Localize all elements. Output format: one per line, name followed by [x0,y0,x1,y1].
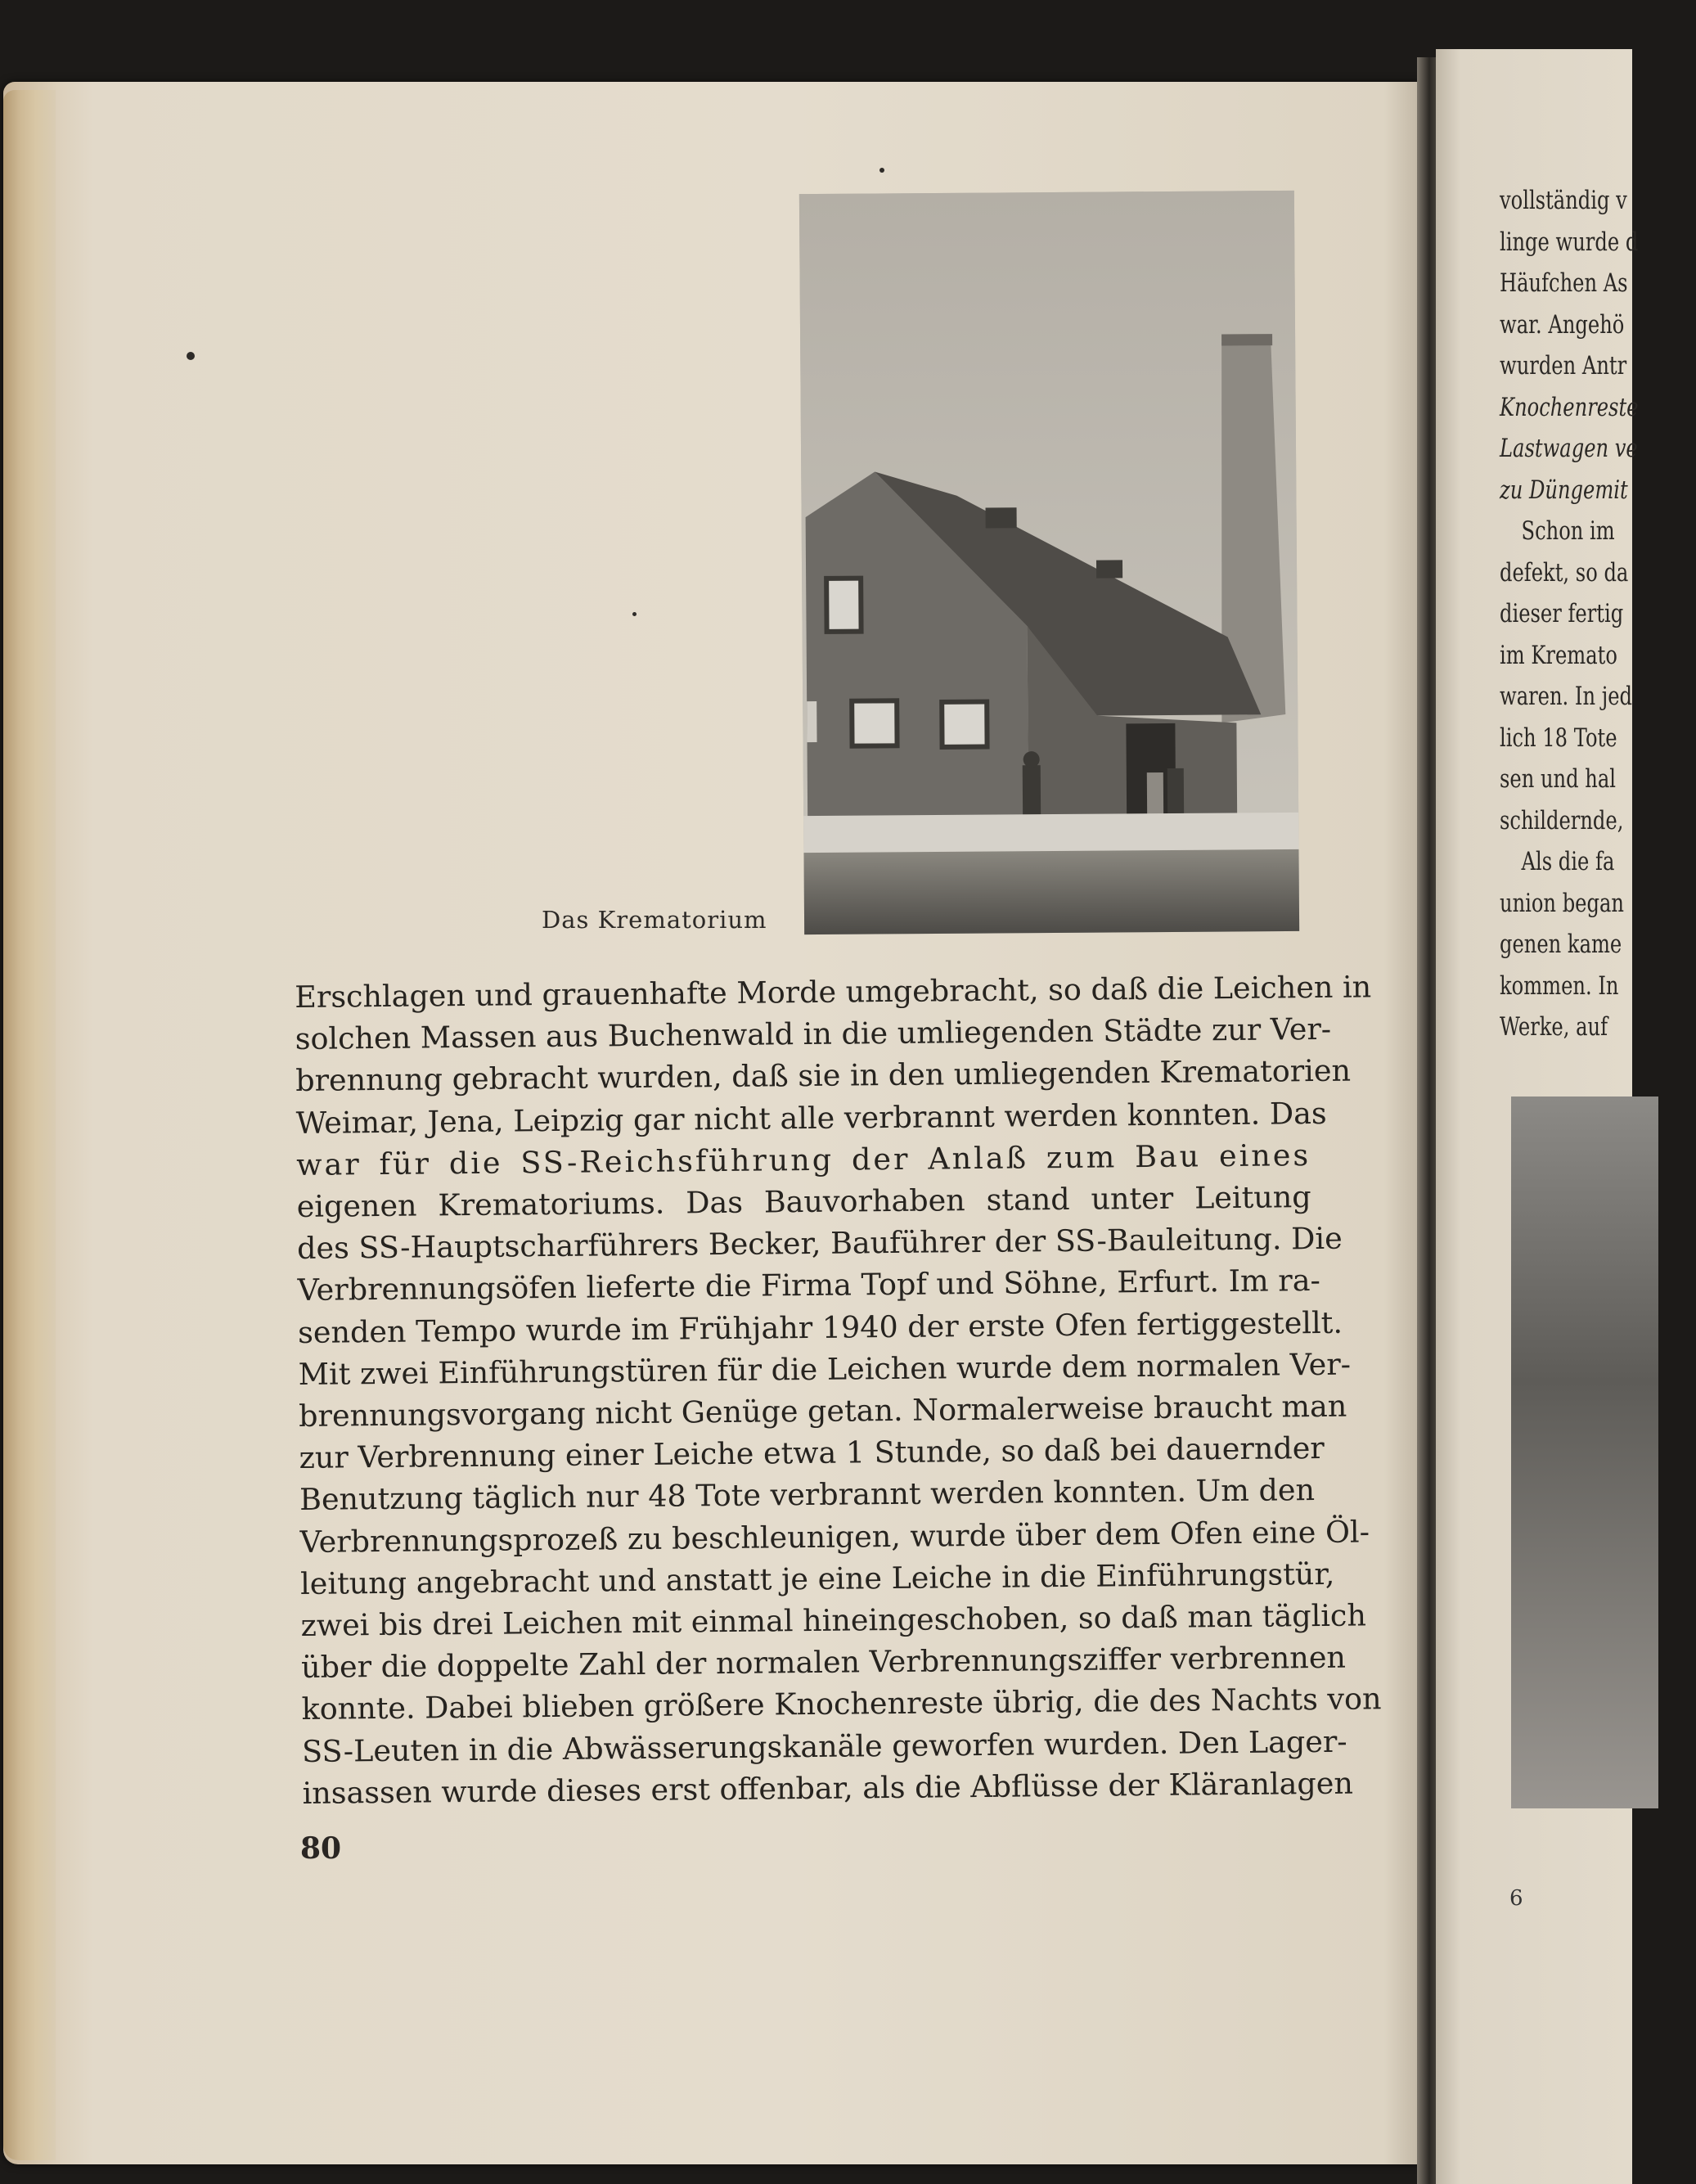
text-line: senden Tempo wurde im Frühjahr 1940 der erste Ofen fertiggestellt. [297,1304,1343,1350]
right-page-photo [1511,1097,1658,1808]
right-line: war. Angehö [1500,309,1625,340]
right-page-number: 6 [1509,1886,1523,1911]
text-line: zur Verbrennung einer Leiche etwa 1 Stunde, so daß bei dauernder [299,1430,1325,1476]
photo-caption: Das Krematorium [542,906,767,934]
page-number: 80 [300,1831,342,1866]
right-page [1436,49,1639,2184]
right-line: sen und hal [1500,764,1617,794]
right-line: Häufchen As [1500,268,1628,298]
text-line: Verbrennungsöfen lieferte die Firma Topf und Söhne, Erfurt. Im ra- [297,1263,1321,1308]
right-line: Lastwagen ve [1500,434,1638,463]
right-line: kommen. In [1500,970,1619,1001]
text-line: war für die SS-Reichsführung der Anlaß zum Bau eines [296,1137,1311,1182]
text-line: Weimar, Jena, Leipzig gar nicht alle verbrannt werden konnten. Das [295,1095,1327,1141]
text-line: leitung angebracht und anstatt je eine Leiche in die Einführungstür, [299,1556,1335,1601]
text-line: Verbrennungsprozeß zu beschleunigen, wurde über dem Ofen eine Öl- [299,1514,1370,1560]
right-line: linge wurde d [1500,227,1639,257]
right-line: Als die fa [1521,847,1615,876]
right-line: zu Düngemit [1500,475,1628,505]
text-line: solchen Massen aus Buchenwald in die umliegenden Städte zur Ver- [295,1011,1332,1057]
crematorium-photo [799,191,1299,934]
right-line: dieser fertig [1500,599,1624,628]
text-line: konnte. Dabei blieben größere Knochenreste übrig, die des Nachts von [301,1681,1382,1727]
right-line: im Kremato [1500,640,1617,670]
right-line: wurden Antr [1500,351,1627,381]
text-line: insassen wurde dieses erst offenbar, als die Abflüsse der Kläranlagen [302,1765,1354,1811]
text-line: zwei bis drei Leichen mit einmal hineingeschoben, so daß man täglich [300,1597,1367,1644]
right-line: genen kame [1500,930,1622,959]
right-line: Werke, auf [1500,1012,1608,1042]
right-line: Knochenreste [1500,392,1639,422]
text-line: brennungsvorgang nicht Genüge getan. Normalerweise braucht man [298,1388,1347,1434]
right-page-text [1500,180,1696,1048]
right-line: waren. In jed [1500,682,1633,711]
paper-speck [187,352,195,360]
right-line: union began [1500,888,1624,918]
text-line: über die doppelte Zahl der normalen Verbrennungsziffer verbrennen [300,1639,1347,1686]
right-line: vollständig v [1500,186,1627,215]
right-line: schildernde, [1500,805,1624,835]
right-line: lich 18 Tote [1500,723,1617,753]
text-line: Mit zwei Einführungstüren für die Leichen wurde dem normalen Ver- [298,1346,1352,1392]
paper-speck [879,168,884,173]
left-page-edge [3,90,56,2160]
text-line: des SS-Hauptscharführers Becker, Bauführer der SS-Bauleitung. Die [296,1220,1343,1267]
text-line: brennung gebracht wurden, daß sie in den umliegenden Krematorien [295,1053,1352,1099]
right-line: defekt, so da [1500,557,1629,588]
text-line: Benutzung täglich nur 48 Tote verbrannt werden konnten. Um den [299,1472,1316,1518]
text-line: Erschlagen und grauenhafte Morde umgebracht, so daß die Leichen in [295,969,1372,1015]
paper-speck [632,612,637,616]
text-line: SS-Leuten in die Abwässerungskanäle geworfen wurden. Den Lager- [301,1723,1347,1769]
body-text [295,966,1382,1814]
right-line: Schon im [1521,516,1615,546]
text-line: eigenen Krematoriums. Das Bauvorhaben stand unter Leitung [296,1179,1311,1225]
